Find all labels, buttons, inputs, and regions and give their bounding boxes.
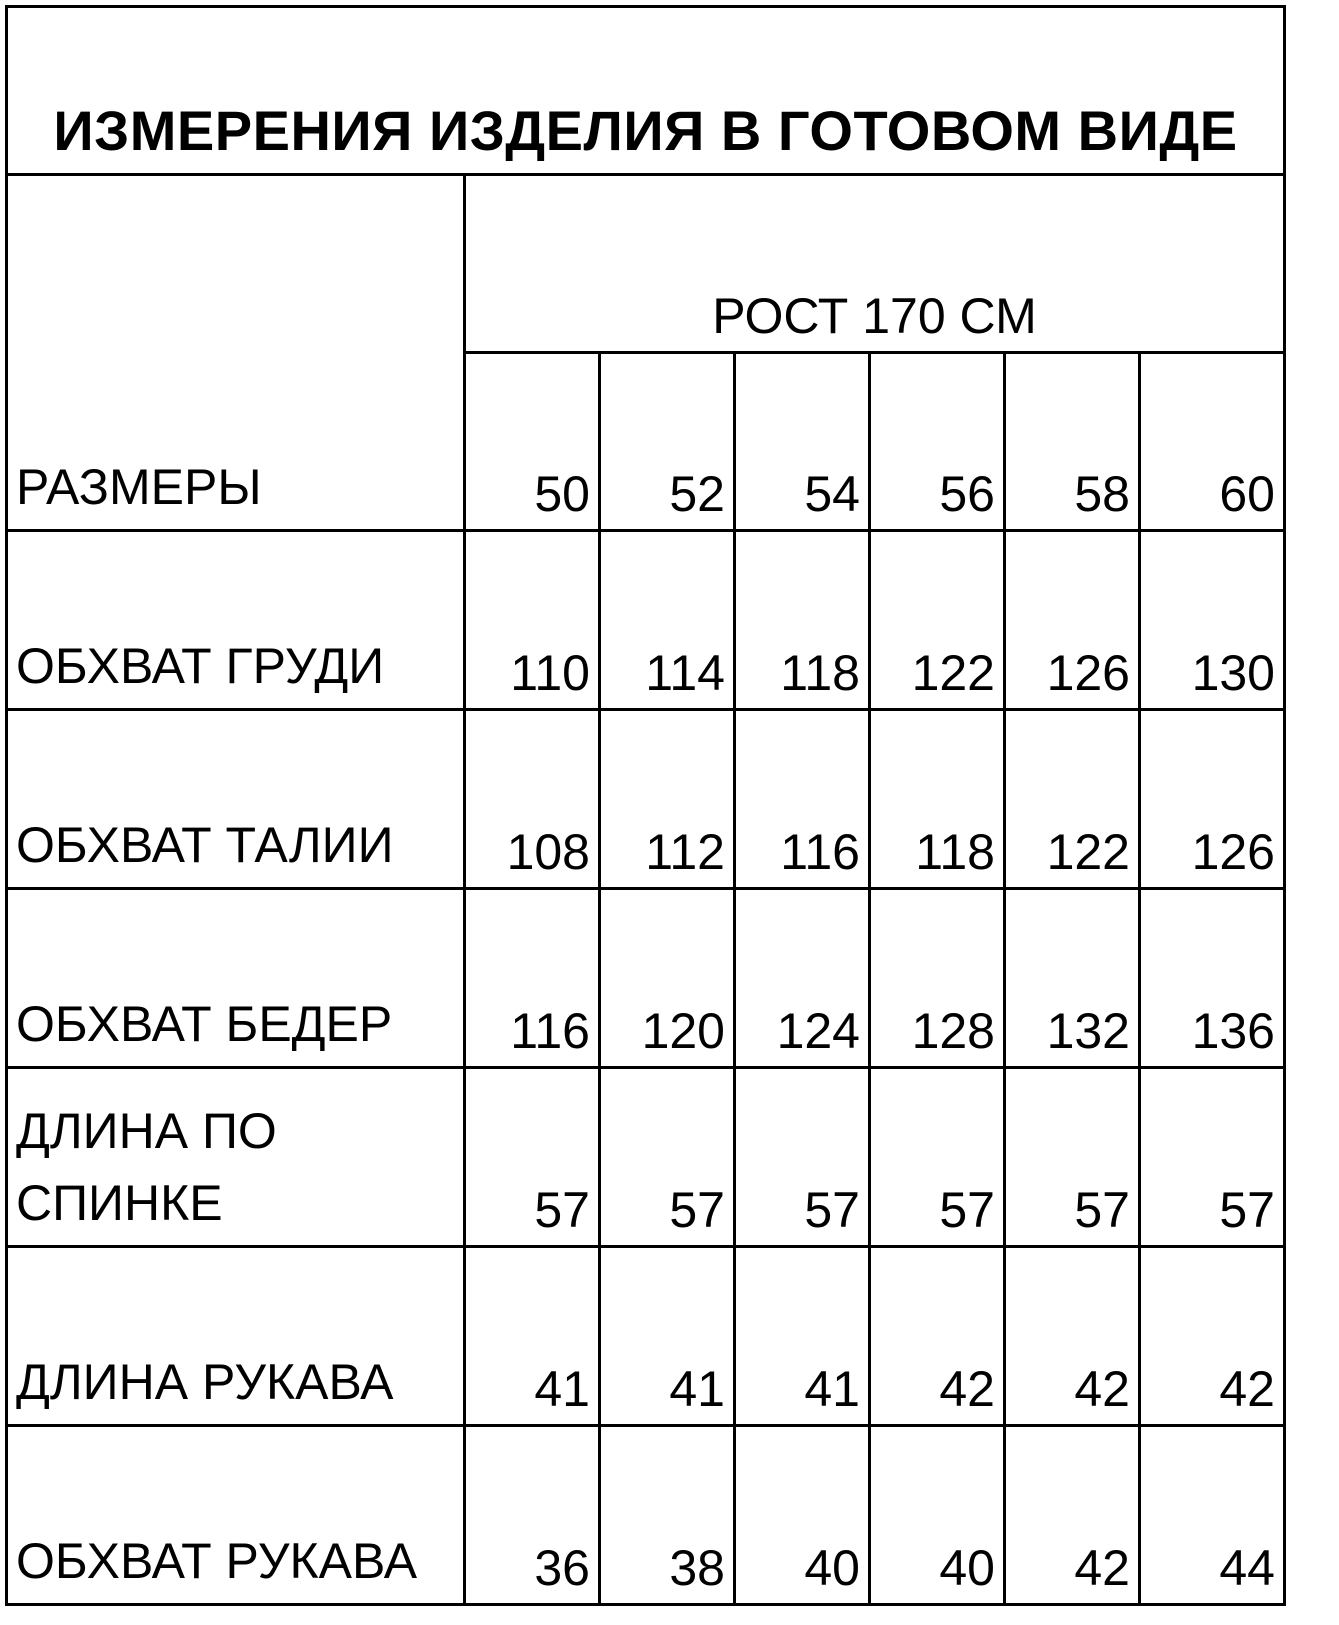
measurement-value: 57: [600, 1068, 735, 1247]
measurement-value: 57: [1005, 1068, 1140, 1247]
size-value: 50: [465, 353, 600, 531]
measurement-value: 116: [465, 889, 600, 1068]
measurement-value: 57: [465, 1068, 600, 1247]
measurement-value: 41: [600, 1247, 735, 1426]
size-value: 60: [1140, 353, 1285, 531]
measurement-value: 42: [1005, 1426, 1140, 1605]
row-label-chest: ОБХВАТ ГРУДИ: [7, 531, 465, 710]
size-value: 58: [1005, 353, 1140, 531]
row-label-sleeve-length: ДЛИНА РУКАВА: [7, 1247, 465, 1426]
measurement-value: 42: [1005, 1247, 1140, 1426]
measurement-value: 124: [735, 889, 870, 1068]
table-row: [7, 1068, 1285, 1247]
measurement-value: 120: [600, 889, 735, 1068]
row-label-line: ДЛИНА ПО: [16, 1103, 277, 1159]
measurement-value: 112: [600, 710, 735, 889]
table-row: [7, 531, 1285, 710]
row-label-line: СПИНКЕ: [16, 1175, 223, 1231]
measurement-value: 36: [465, 1426, 600, 1605]
table-row: [7, 1426, 1285, 1605]
measurement-value: 40: [735, 1426, 870, 1605]
measurement-value: 57: [1140, 1068, 1285, 1247]
measurement-value: 118: [870, 710, 1005, 889]
measurement-value: 126: [1005, 531, 1140, 710]
measurement-value: 44: [1140, 1426, 1285, 1605]
measurement-value: 128: [870, 889, 1005, 1068]
measurement-value: 41: [465, 1247, 600, 1426]
row-label-waist: ОБХВАТ ТАЛИИ: [7, 710, 465, 889]
measurement-value: 114: [600, 531, 735, 710]
row-label-hips: ОБХВАТ БЕДЕР: [7, 889, 465, 1068]
table-row: [7, 889, 1285, 1068]
title-row: [7, 7, 1285, 175]
table-title: ИЗМЕРЕНИЯ ИЗДЕЛИЯ В ГОТОВОМ ВИДЕ: [7, 7, 1285, 175]
table-row: [7, 710, 1285, 889]
sizes-label: РАЗМЕРЫ: [7, 175, 465, 531]
row-label-sleeve-girth: ОБХВАТ РУКАВА: [7, 1426, 465, 1605]
table-row: [7, 1247, 1285, 1426]
measurements-table: [5, 5, 1286, 1606]
measurement-value: 116: [735, 710, 870, 889]
size-value: 52: [600, 353, 735, 531]
measurement-value: 136: [1140, 889, 1285, 1068]
height-row: [7, 175, 1285, 353]
measurement-value: 57: [735, 1068, 870, 1247]
measurement-value: 130: [1140, 531, 1285, 710]
row-label-back-length: [7, 1068, 465, 1247]
measurement-value: 42: [870, 1247, 1005, 1426]
measurement-value: 126: [1140, 710, 1285, 889]
measurement-value: 122: [870, 531, 1005, 710]
measurement-value: 110: [465, 531, 600, 710]
size-value: 54: [735, 353, 870, 531]
measurement-value: 122: [1005, 710, 1140, 889]
measurement-value: 40: [870, 1426, 1005, 1605]
size-value: 56: [870, 353, 1005, 531]
measurement-value: 132: [1005, 889, 1140, 1068]
height-header: РОСТ 170 СМ: [465, 175, 1285, 353]
measurement-value: 118: [735, 531, 870, 710]
size-chart: [5, 5, 1283, 1615]
measurement-value: 42: [1140, 1247, 1285, 1426]
measurement-value: 38: [600, 1426, 735, 1605]
measurement-value: 57: [870, 1068, 1005, 1247]
measurement-value: 41: [735, 1247, 870, 1426]
measurement-value: 108: [465, 710, 600, 889]
